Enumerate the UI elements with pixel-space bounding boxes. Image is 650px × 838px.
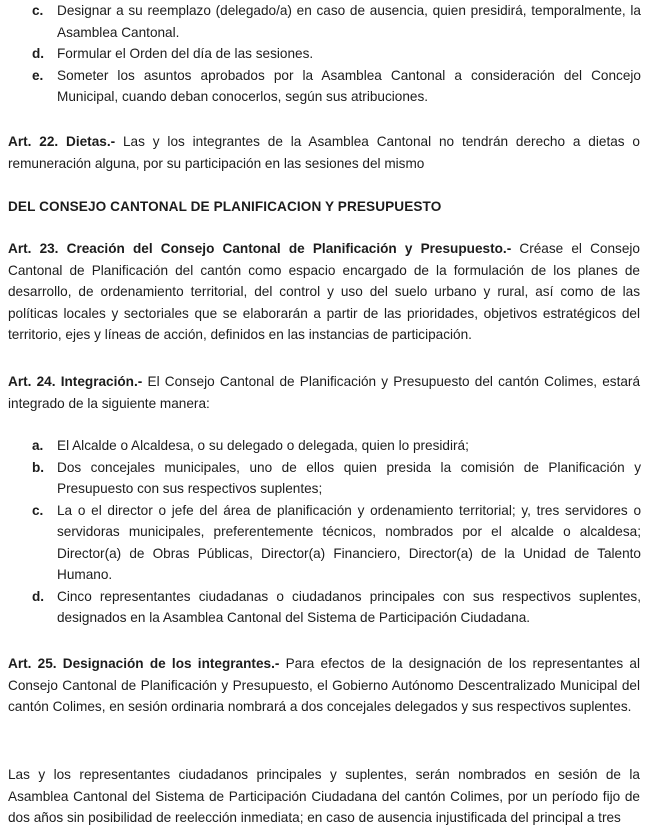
list-item-b [0, 457, 650, 500]
list-item-c [0, 0, 650, 43]
list-item-a [0, 435, 650, 457]
list-text: Designar a su reemplazo (delegado/a) en caso de ausencia, quien presidirá, temporalmente, la Asamblea Cantonal. [57, 3, 641, 40]
article-title: Dietas.- [66, 134, 116, 149]
list-letter: c. [32, 502, 44, 518]
article-text: Para efectos de la designación de los representantes al Consejo Cantonal de Planificación y Presupuesto, el Gobierno Autónomo Descentralizado Municipal del cantón Colimes, en sesión ordinaria nombrará a dos concejales delegados y sus respectivos suplentes. [8, 656, 640, 714]
list-item-d [0, 43, 650, 65]
article-text: Créase el Consejo Cantonal de Planificación del cantón como espacio encargado de la formulación de los planes de desarrollo, de ordenamiento territorial, del control y uso del suelo urbano y rural, así como de las políticas locales y sectoriales que se elaborarán a partir de las prioridades, objetivos estratégicos del territorio, ejes y líneas de acción, definidos en las instancias de participación. [8, 241, 640, 342]
article-number: Art. 25. [8, 656, 57, 671]
list-text: Formular el Orden del día de las sesiones. [57, 46, 314, 61]
list-item-d [0, 586, 650, 629]
article-23 [8, 238, 640, 346]
list-art24 [0, 435, 650, 629]
article-text: El Consejo Cantonal de Planificación y Presupuesto del cantón Colimes, estará integrado de la siguiente manera: [8, 374, 640, 411]
article-title: Creación del Consejo Cantonal de Planificación y Presupuesto.- [66, 241, 512, 256]
list-top [0, 0, 650, 108]
article-25 [8, 653, 640, 718]
article-number: Art. 24. [8, 374, 56, 389]
list-text: Dos concejales municipales, uno de ellos quien presida la comisión de Planificación y Presupuesto con sus respectivos suplentes; [57, 459, 641, 496]
article-25-paragraph-2: Las y los representantes ciudadanos principales y suplentes, serán nombrados en sesión de la Asamblea Cantonal del Sistema de Participación Ciudadana del cantón Colimes, por un período fijo de dos años sin posibilidad de reelección inmediata; en caso de ausencia injustificada del principal a tres [8, 767, 640, 825]
section-heading: DEL CONSEJO CANTONAL DE PLANIFICACION Y PRESUPUESTO [8, 199, 442, 214]
list-letter: c. [32, 3, 44, 18]
list-letter: d. [32, 588, 45, 604]
list-text: La o el director o jefe del área de planificación y ordenamiento territorial; y, tres servidores o servidoras municipales, preferentemente técnicos, nombrados por el alcalde o alcaldesa; Director(a) de Obras Públicas, Director(a) Financiero, Director(a) de la Unidad de Talento Humano. [57, 502, 641, 582]
list-text: El Alcalde o Alcaldesa, o su delegado o delegada, quien lo presidirá; [57, 438, 469, 453]
article-number: Art. 23. [8, 241, 59, 256]
list-text: Someter los asuntos aprobados por la Asamblea Cantonal a consideración del Concejo Municipal, cuando deban conocerlos, según sus atribuciones. [57, 67, 641, 104]
list-letter: b. [32, 459, 45, 475]
article-number: Art. 22. [8, 134, 59, 149]
article-text: Las y los integrantes de la Asamblea Cantonal no tendrán derecho a dietas o remuneración alguna, por su participación en las sesiones del mismo [8, 134, 640, 171]
list-item-c [0, 500, 650, 586]
list-text: Cinco representantes ciudadanas o ciudadanos principales con sus respectivos suplentes, designados en la Asamblea Cantonal del Sistema de Participación Ciudadana. [57, 588, 641, 625]
list-letter: a. [32, 438, 44, 453]
article-24 [8, 371, 640, 414]
list-item-e [0, 65, 650, 108]
list-letter: d. [32, 46, 45, 61]
list-letter: e. [32, 67, 44, 83]
article-title: Integración.- [60, 374, 143, 389]
article-title: Designación de los integrantes.- [62, 656, 280, 671]
article-22 [8, 131, 640, 174]
